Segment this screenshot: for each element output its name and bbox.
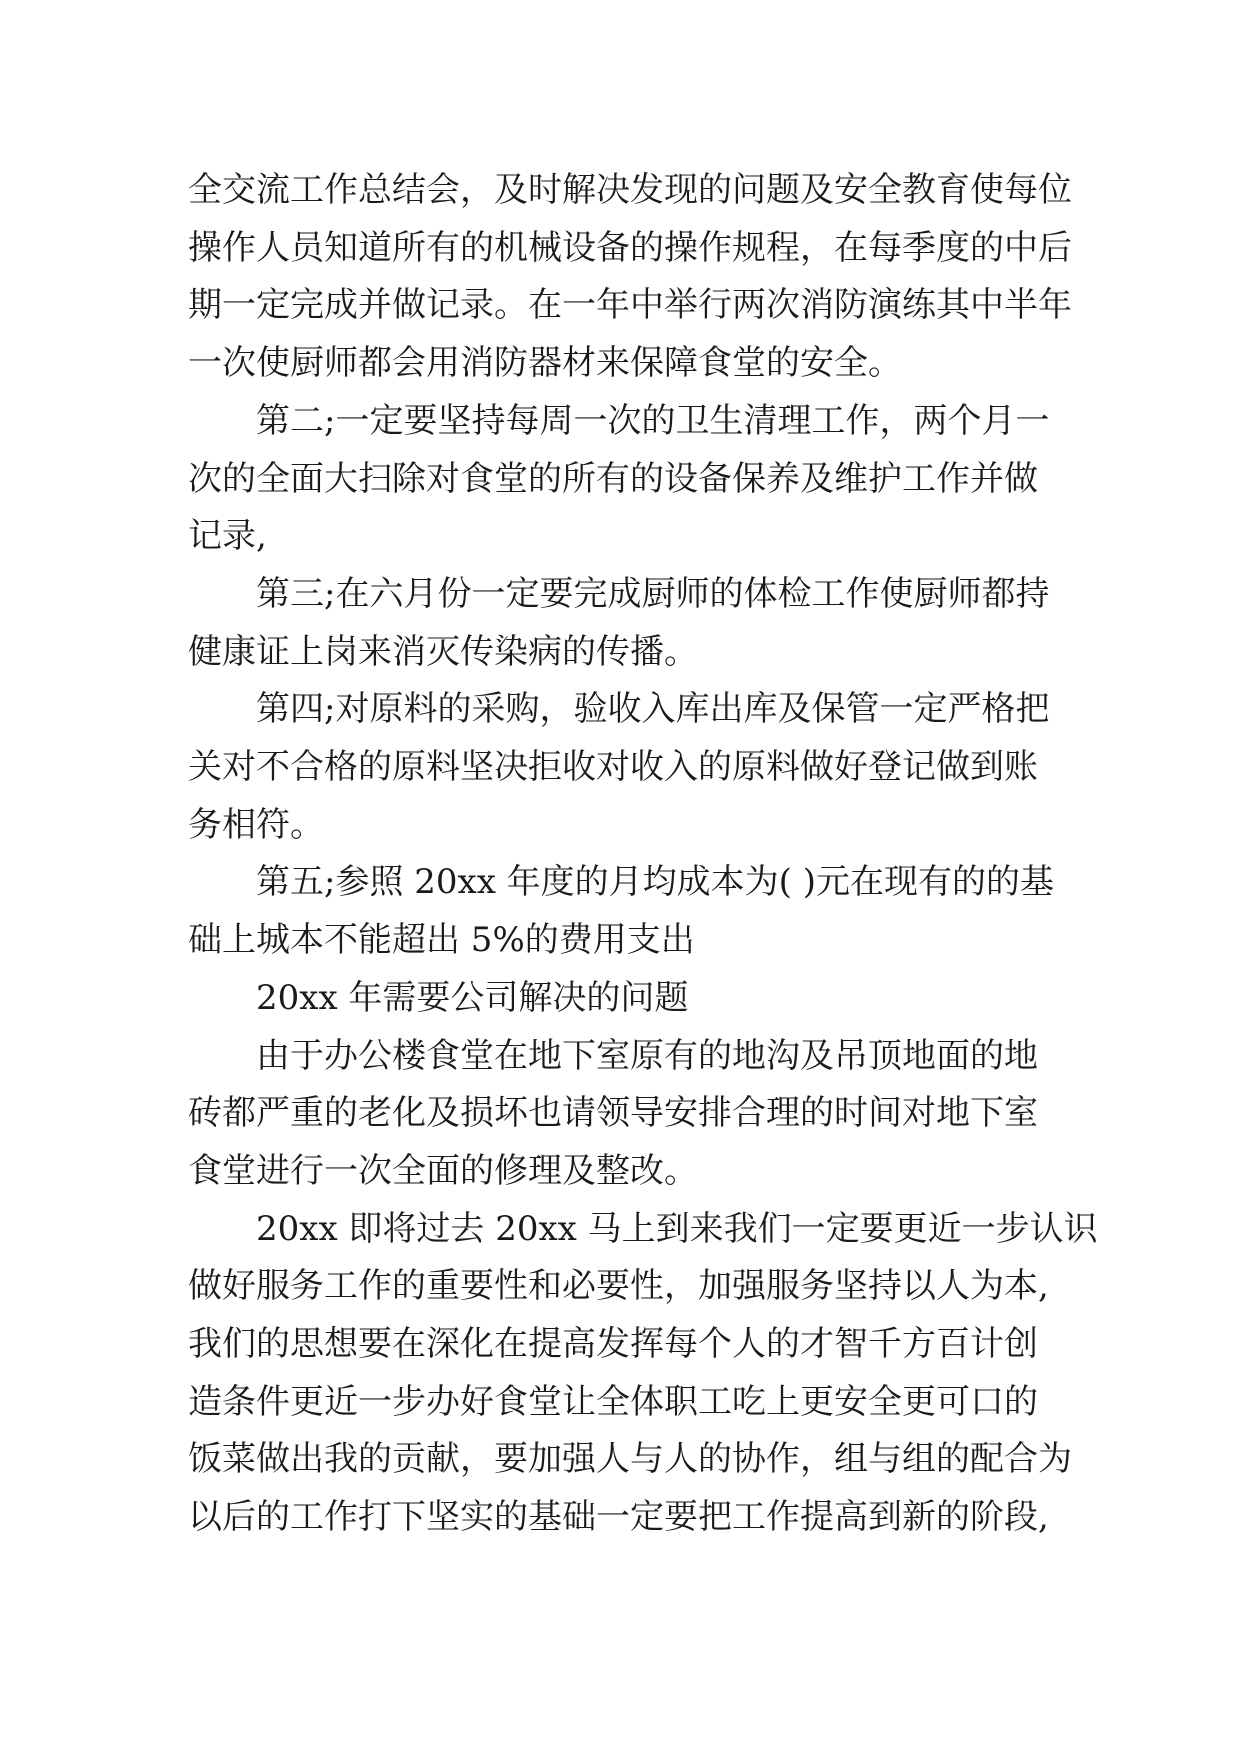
body-text-line: 第二;一定要坚持每周一次的卫生清理工作，两个月一 (256, 401, 1050, 441)
body-text-line: 记录, (188, 516, 267, 556)
body-text-line: 第三;在六月份一定要完成厨师的体检工作使厨师都持 (256, 574, 1050, 614)
body-text-line: 我们的思想要在深化在提高发挥每个人的才智千方百计创 (188, 1324, 1038, 1364)
body-text-line: 做好服务工作的重要性和必要性，加强服务坚持以人为本, (188, 1266, 1049, 1306)
body-text-line: 砖都严重的老化及损坏也请领导安排合理的时间对地下室 (188, 1093, 1038, 1133)
body-text-line: 期一定完成并做记录。在一年中举行两次消防演练其中半年 (188, 285, 1072, 325)
body-text-line: 造条件更近一步办好食堂让全体职工吃上更安全更可口的 (188, 1382, 1038, 1422)
body-text-line: 操作人员知道所有的机械设备的操作规程，在每季度的中后 (188, 228, 1072, 268)
body-text-line: 饭菜做出我的贡献，要加强人与人的协作，组与组的配合为 (188, 1439, 1072, 1479)
body-text-line: 健康证上岗来消灭传染病的传播。 (188, 632, 698, 672)
body-text-line: 务相符。 (188, 805, 324, 845)
body-text-line: 关对不合格的原料坚决拒收对收入的原料做好登记做到账 (188, 747, 1038, 787)
body-text-line: 以后的工作打下坚实的基础一定要把工作提高到新的阶段, (188, 1497, 1049, 1537)
body-text-line: 一次使厨师都会用消防器材来保障食堂的安全。 (188, 343, 902, 383)
body-text-line: 次的全面大扫除对食堂的所有的设备保养及维护工作并做 (188, 459, 1038, 499)
body-text-line: 由于办公楼食堂在地下室原有的地沟及吊顶地面的地 (256, 1036, 1038, 1076)
body-text-line: 第四;对原料的采购，验收入库出库及保管一定严格把 (256, 689, 1050, 729)
body-text-line: 食堂进行一次全面的修理及整改。 (188, 1151, 698, 1191)
body-text-line: 全交流工作总结会，及时解决发现的问题及安全教育使每位 (188, 170, 1072, 210)
body-text-line: 20xx 即将过去 20xx 马上到来我们一定要更近一步认识 (256, 1209, 1098, 1249)
body-text-line: 第五;参照 20xx 年度的月均成本为( )元在现有的的基 (256, 862, 1055, 902)
section-heading: 20xx 年需要公司解决的问题 (256, 978, 689, 1018)
body-text-line: 础上城本不能超出 5%的费用支出 (188, 920, 695, 960)
